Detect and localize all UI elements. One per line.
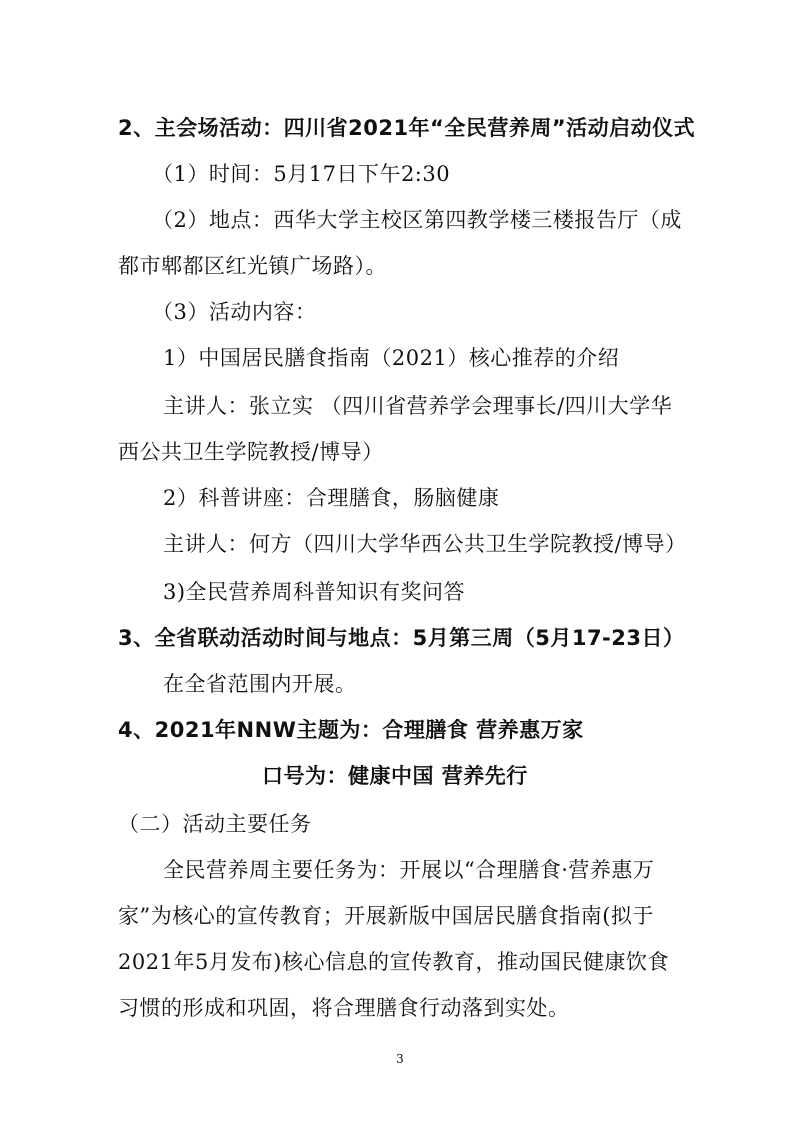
agenda-item-1: 1）中国居民膳食指南（2021）核心推荐的介绍 (163, 346, 620, 370)
agenda-item-2: 2）科普讲座：合理膳食，肠脑健康 (163, 486, 500, 510)
page-number: 3 (396, 1052, 404, 1066)
speaker-1-continued: 西公共卫生学院教授/博导） (118, 440, 384, 464)
speaker-2: 主讲人：何方（四川大学华西公共卫生学院教授/博导） (163, 532, 687, 556)
tasks-paragraph-line-1: 全民营养周主要任务为：开展以“合理膳食·营养惠万 (163, 858, 655, 882)
section-3-detail: 在全省范围内开展。 (163, 672, 357, 696)
location-line-continued: 都市郫都区红光镇广场路）。 (118, 254, 387, 278)
activity-content-label: （3）活动内容： (152, 300, 317, 324)
main-tasks-heading: （二）活动主要任务 (118, 812, 312, 836)
section-3-heading: 3、全省联动活动时间与地点：5月第三周（5月17-23日） (118, 626, 685, 650)
tasks-paragraph-line-4: 习惯的形成和巩固，将合理膳食行动落到实处。 (118, 996, 570, 1020)
agenda-item-3: 3)全民营养周科普知识有奖问答 (163, 580, 466, 604)
slogan-line: 口号为：健康中国 营养先行 (262, 764, 528, 788)
tasks-paragraph-line-2: 家”为核心的宣传教育；开展新版中国居民膳食指南(拟于 (118, 904, 654, 928)
section-2-heading: 2、主会场活动：四川省2021年“全民营养周”活动启动仪式 (118, 116, 696, 140)
location-line: （2）地点：西华大学主校区第四教学楼三楼报告厅（成 (152, 208, 682, 232)
section-4-heading: 4、2021年NNW主题为：合理膳食 营养惠万家 (118, 718, 584, 742)
speaker-1: 主讲人：张立实 （四川省营养学会理事长/四川大学华 (163, 394, 673, 418)
tasks-paragraph-line-3: 2021年5月发布)核心信息的宣传教育，推动国民健康饮食 (118, 950, 669, 974)
time-line: （1）时间：5月17日下午2:30 (152, 162, 451, 186)
